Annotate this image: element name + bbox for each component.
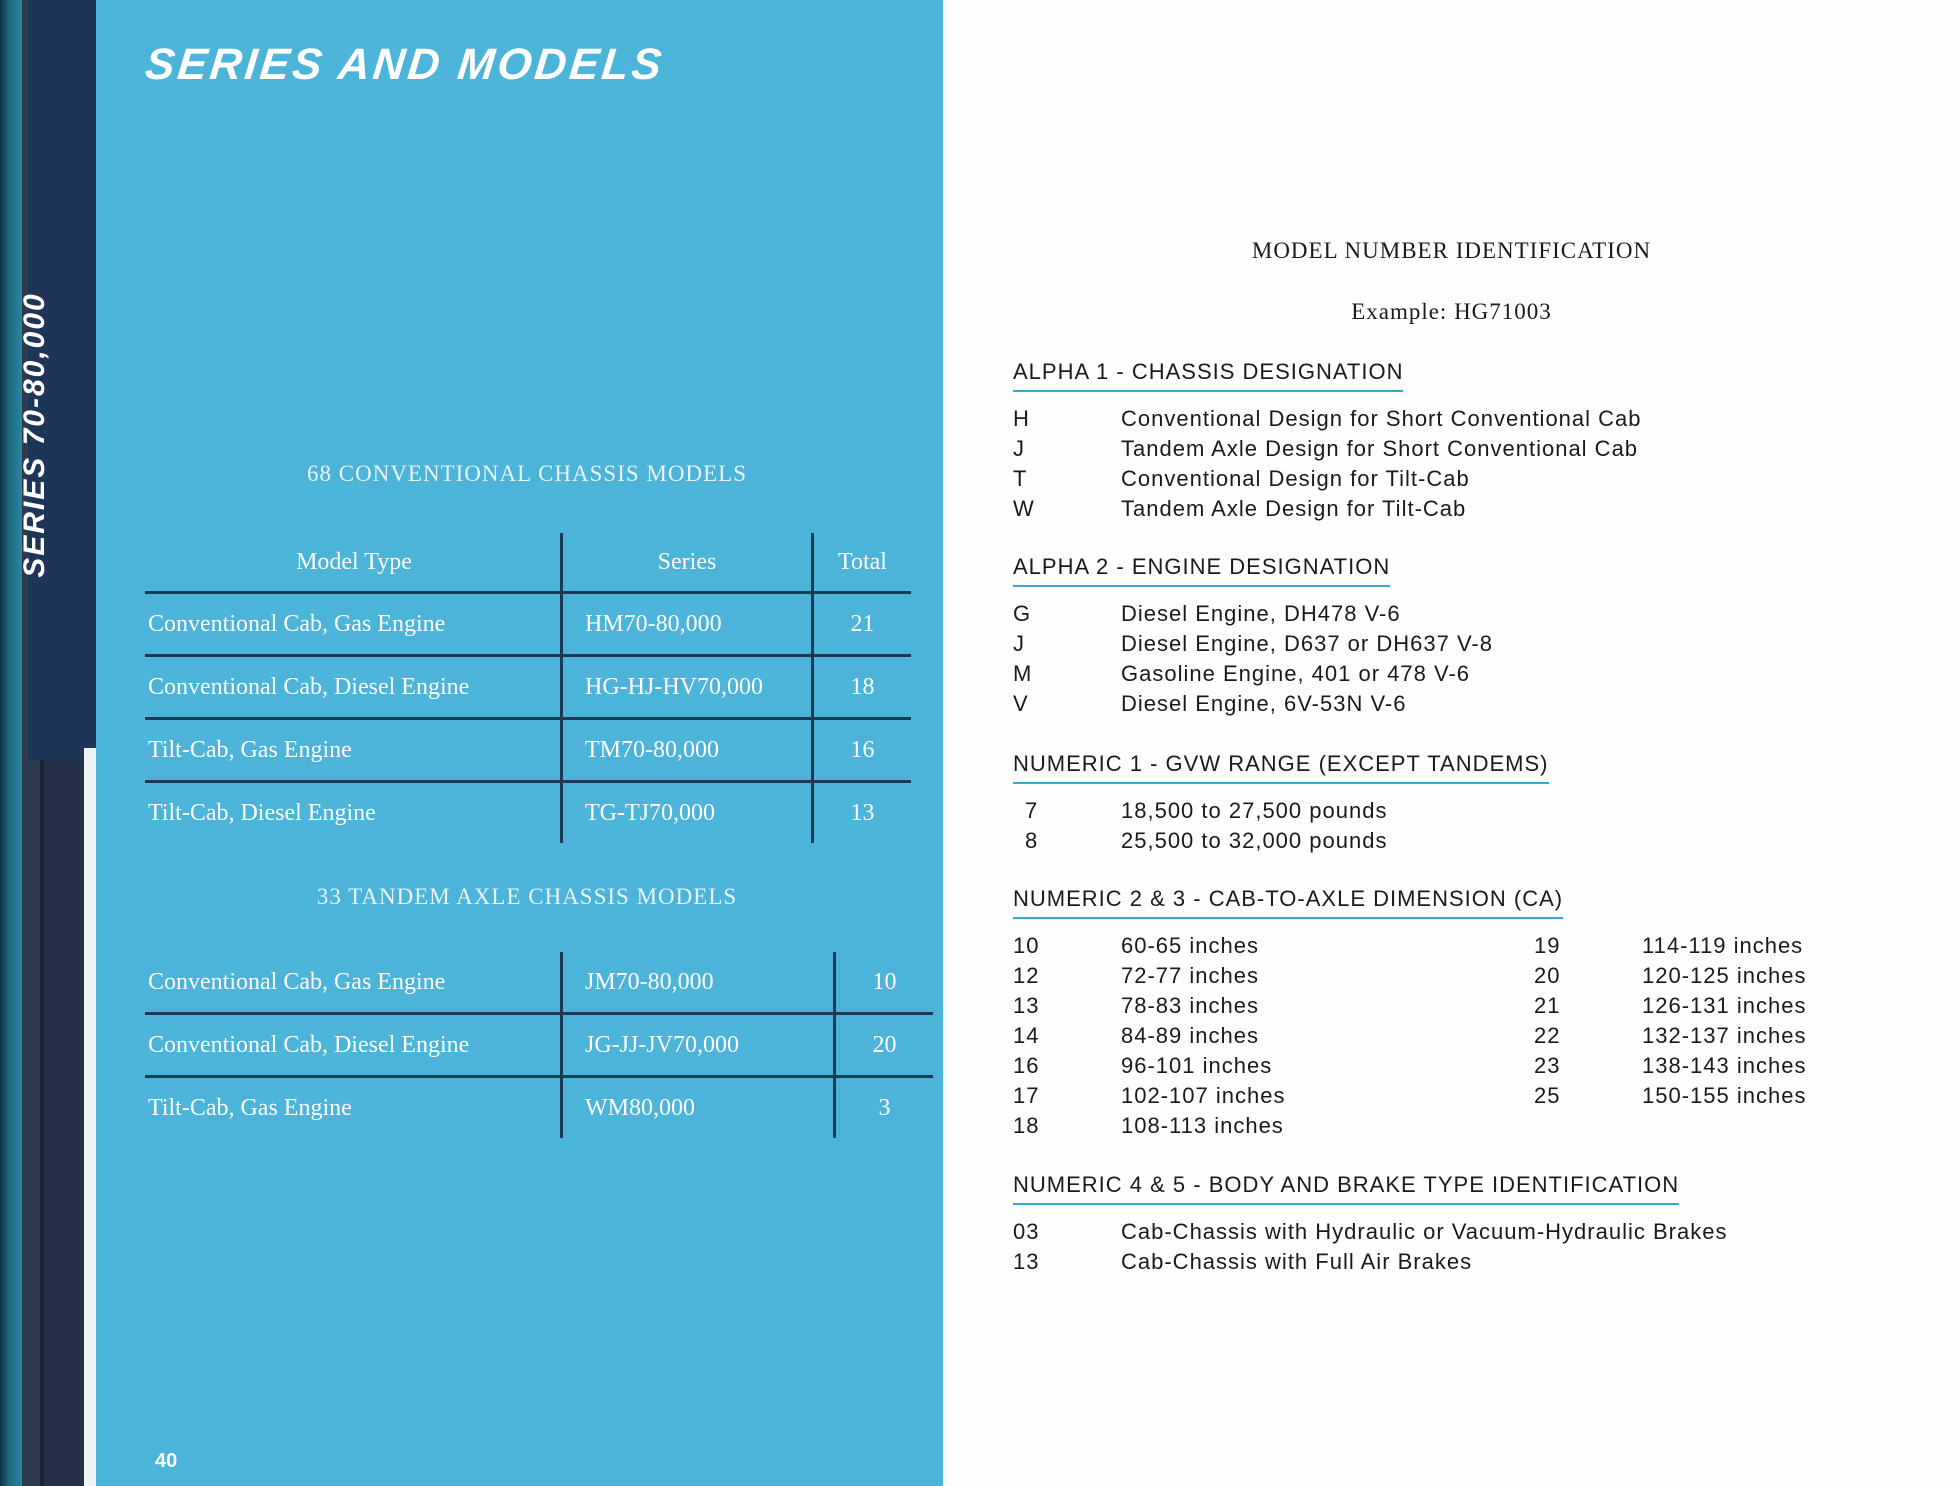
right-page [943, 0, 1960, 1486]
code: 8 [1025, 828, 1039, 853]
code: 14 [1013, 1023, 1040, 1048]
list-item [1534, 1081, 1806, 1111]
description: 132-137 inches [1642, 1023, 1807, 1048]
model-type-cell: Tilt-Cab, Gas Engine [148, 1094, 352, 1121]
total-cell: 16 [813, 719, 912, 782]
code: W [1013, 496, 1035, 521]
description: 102-107 inches [1121, 1083, 1286, 1108]
series-cell: HM70-80,000 [562, 593, 813, 656]
numeric1-list [1013, 796, 1387, 856]
description: Tandem Axle Design for Short Conventional Cab [1121, 436, 1639, 461]
description: 138-143 inches [1642, 1053, 1807, 1078]
list-item [1013, 931, 1285, 961]
list-item [1013, 494, 1642, 524]
column-header-total: Total [813, 533, 912, 593]
model-type-cell: Tilt-Cab, Diesel Engine [148, 799, 376, 826]
list-item [1013, 659, 1493, 689]
table-row [145, 952, 933, 1014]
code: H [1013, 406, 1030, 431]
numeric1-heading: NUMERIC 1 - GVW RANGE (EXCEPT TANDEMS) [1013, 751, 1549, 784]
description: 78-83 inches [1121, 993, 1259, 1018]
code: J [1013, 631, 1025, 656]
example-line: Example: HG71003 [1351, 299, 1552, 324]
code: 19 [1534, 933, 1561, 958]
conventional-models-table [145, 533, 911, 843]
description: Tandem Axle Design for Tilt-Cab [1121, 496, 1467, 521]
table-row [145, 719, 911, 782]
list-item [1013, 1111, 1285, 1141]
numeric45-heading: NUMERIC 4 & 5 - BODY AND BRAKE TYPE IDENTIFICATION [1013, 1172, 1679, 1205]
column-header-model-type: Model Type [145, 533, 562, 593]
description: 126-131 inches [1642, 993, 1807, 1018]
series-cell: TG-TJ70,000 [562, 782, 813, 844]
code: 03 [1013, 1219, 1040, 1244]
total-cell: 20 [835, 1014, 934, 1077]
code: 25 [1534, 1083, 1561, 1108]
code: 12 [1013, 963, 1040, 988]
column-header-series: Series [562, 533, 813, 593]
list-item [1013, 1217, 1727, 1247]
code: 22 [1534, 1023, 1561, 1048]
description: Cab-Chassis with Full Air Brakes [1121, 1249, 1473, 1274]
description: Conventional Design for Short Conventional Cab [1121, 406, 1642, 431]
list-item [1534, 1051, 1806, 1081]
total-cell: 21 [813, 593, 912, 656]
table-row [145, 782, 911, 844]
description: Diesel Engine, D637 or DH637 V-8 [1121, 631, 1493, 656]
model-type-cell: Conventional Cab, Diesel Engine [145, 656, 562, 719]
list-item [1534, 991, 1806, 1021]
code: V [1013, 691, 1029, 716]
code: T [1013, 466, 1028, 491]
description: 25,500 to 32,000 pounds [1121, 828, 1388, 853]
description: 114-119 inches [1642, 933, 1804, 958]
code: J [1013, 436, 1025, 461]
conventional-heading: 68 CONVENTIONAL CHASSIS MODELS [307, 461, 747, 486]
total-cell: 10 [835, 952, 934, 1014]
list-item [1013, 404, 1642, 434]
description: 120-125 inches [1642, 963, 1807, 988]
code: G [1013, 601, 1032, 626]
model-type-cell: Tilt-Cab, Gas Engine [145, 719, 562, 782]
list-item [1013, 629, 1493, 659]
numeric45-list [1013, 1217, 1727, 1277]
list-item [1013, 1247, 1727, 1277]
table-row [145, 1077, 933, 1139]
code: 18 [1013, 1113, 1040, 1138]
description: 96-101 inches [1121, 1053, 1273, 1078]
table-header-row [145, 533, 911, 593]
alpha1-heading: ALPHA 1 - CHASSIS DESIGNATION [1013, 359, 1403, 392]
ca-list-right [1534, 931, 1806, 1111]
description: Diesel Engine, 6V-53N V-6 [1121, 691, 1407, 716]
list-item [1013, 826, 1387, 856]
code: 10 [1013, 933, 1040, 958]
page-edge-notch [84, 748, 96, 1486]
list-item [1013, 1081, 1285, 1111]
list-item [1013, 991, 1285, 1021]
table-row [145, 656, 911, 719]
list-item [1013, 689, 1493, 719]
code: 20 [1534, 963, 1561, 988]
code: 7 [1025, 798, 1039, 823]
binding-edge [0, 0, 22, 1486]
list-item [1013, 796, 1387, 826]
series-cell: TM70-80,000 [562, 719, 813, 782]
list-item [1534, 961, 1806, 991]
series-cell: JM70-80,000 [562, 952, 835, 1014]
description: 60-65 inches [1121, 933, 1259, 958]
list-item [1013, 464, 1642, 494]
code: 21 [1534, 993, 1561, 1018]
code: 17 [1013, 1083, 1040, 1108]
list-item [1013, 1021, 1285, 1051]
list-item [1013, 599, 1493, 629]
code: 13 [1013, 993, 1040, 1018]
total-cell: 3 [835, 1077, 934, 1139]
model-type-cell: Conventional Cab, Diesel Engine [145, 1014, 562, 1077]
description: Conventional Design for Tilt-Cab [1121, 466, 1470, 491]
page-number: 40 [155, 1450, 178, 1472]
description: 150-155 inches [1642, 1083, 1807, 1108]
list-item [1013, 434, 1642, 464]
total-cell: 13 [813, 782, 912, 844]
list-item [1013, 961, 1285, 991]
description: Cab-Chassis with Hydraulic or Vacuum-Hydraulic Brakes [1121, 1219, 1728, 1244]
series-cell: JG-JJ-JV70,000 [562, 1014, 835, 1077]
tandem-models-table [145, 952, 933, 1138]
list-item [1013, 1051, 1285, 1081]
total-cell: 18 [813, 656, 912, 719]
section-tab-text: SERIES 70-80,000 [18, 292, 51, 578]
code: M [1013, 661, 1033, 686]
model-type-cell: Conventional Cab, Gas Engine [145, 952, 562, 1014]
list-item [1534, 931, 1806, 961]
table-row [145, 1014, 933, 1077]
ca-list-left [1013, 931, 1285, 1141]
code: 23 [1534, 1053, 1561, 1078]
numeric23-heading: NUMERIC 2 & 3 - CAB-TO-AXLE DIMENSION (CA) [1013, 886, 1563, 919]
page-title: SERIES AND MODELS [142, 40, 667, 89]
description: Diesel Engine, DH478 V-6 [1121, 601, 1401, 626]
description: 84-89 inches [1121, 1023, 1259, 1048]
table-row [145, 593, 911, 656]
series-cell: HG-HJ-HV70,000 [562, 656, 813, 719]
code: 13 [1013, 1249, 1040, 1274]
alpha1-list [1013, 404, 1642, 524]
description: Gasoline Engine, 401 or 478 V-6 [1121, 661, 1471, 686]
alpha2-list [1013, 599, 1493, 719]
description: 72-77 inches [1121, 963, 1259, 988]
series-cell: WM80,000 [562, 1077, 835, 1139]
list-item [1534, 1021, 1806, 1051]
model-type-cell: Conventional Cab, Gas Engine [145, 593, 562, 656]
tandem-heading: 33 TANDEM AXLE CHASSIS MODELS [316, 884, 738, 909]
description: 108-113 inches [1121, 1113, 1284, 1138]
left-page [0, 0, 943, 1486]
code: 16 [1013, 1053, 1040, 1078]
description: 18,500 to 27,500 pounds [1121, 798, 1388, 823]
alpha2-heading: ALPHA 2 - ENGINE DESIGNATION [1013, 554, 1390, 587]
identification-title: MODEL NUMBER IDENTIFICATION [1251, 238, 1652, 263]
